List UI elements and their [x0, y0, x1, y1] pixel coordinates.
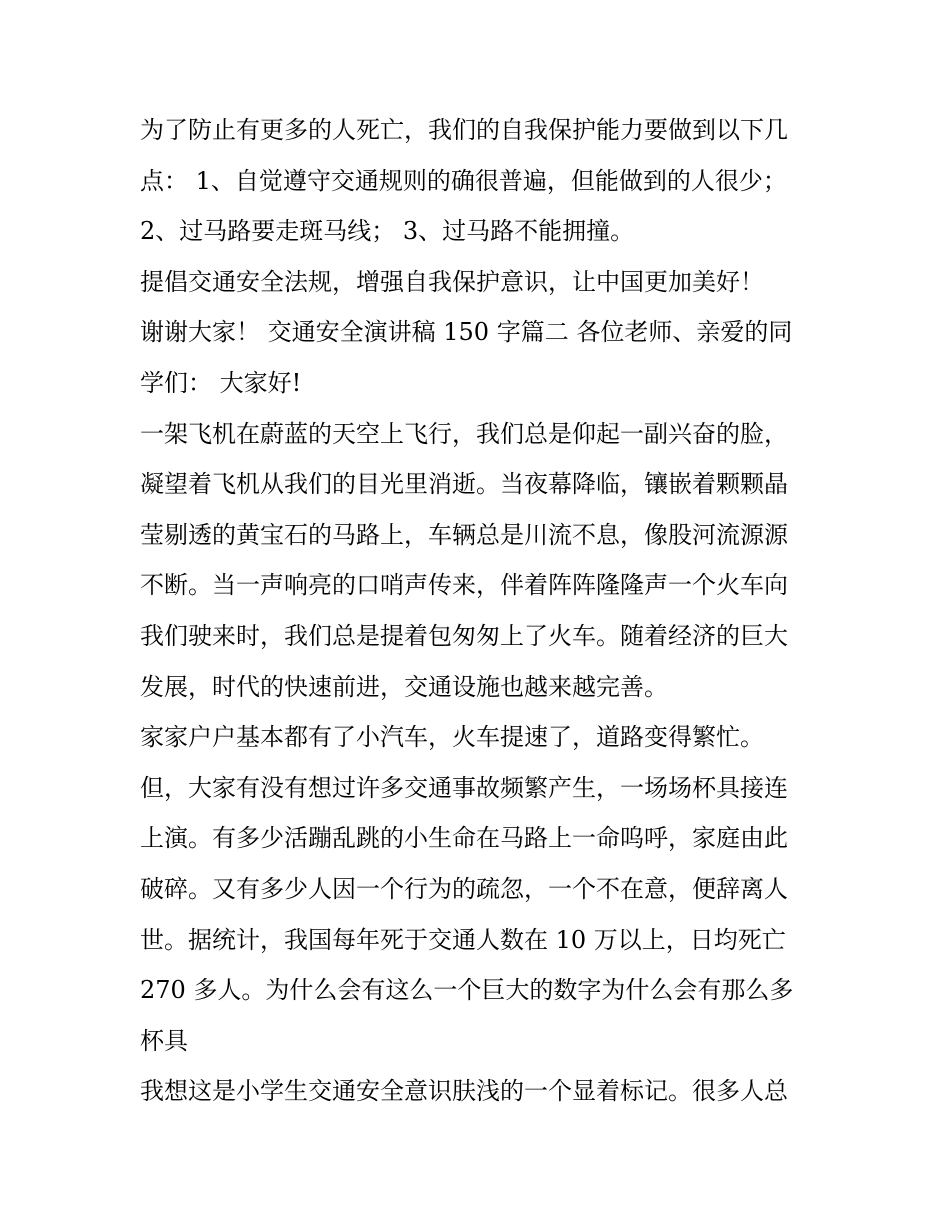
text-line: 2、过马路要走斑马线； 3、过马路不能拥撞。	[140, 217, 635, 246]
text-line: 不断。当一声响亮的口哨声传来，伴着阵阵隆隆声一个火车向	[140, 571, 788, 600]
document-body	[140, 105, 820, 1117]
text-line: 我们驶来时，我们总是提着包匆匆上了火车。随着经济的巨大	[140, 621, 788, 650]
text-line: 上演。有多少活蹦乱跳的小生命在马路上一命呜呼，家庭由此	[140, 824, 788, 853]
text-line: 点： 1、自觉遵守交通规则的确很普遍，但能做到的人很少；	[140, 166, 787, 195]
text-line: 我想这是小学生交通安全意识肤浅的一个显着标记。很多人总	[140, 1077, 788, 1106]
text-line: 提倡交通安全法规，增强自我保护意识，让中国更加美好！	[140, 267, 764, 296]
text-line: 一架飞机在蔚蓝的天空上飞行，我们总是仰起一副兴奋的脸，	[140, 419, 788, 448]
text-line: 学们： 大家好!	[140, 368, 302, 397]
text-line: 杯具	[140, 1026, 188, 1055]
text-line: 为了防止有更多的人死亡，我们的自我保护能力要做到以下几	[140, 116, 788, 144]
text-line: 家家户户基本都有了小汽车，火车提速了，道路变得繁忙。	[140, 723, 764, 752]
text-line: 世。据统计，我国每年死于交通人数在 10 万以上，日均死亡	[140, 925, 786, 954]
text-line: 但，大家有没有想过许多交通事故频繁产生，一场场杯具接连	[140, 773, 788, 802]
text-line: 谢谢大家！ 交通安全演讲稿 150 字篇二 各位老师、亲爱的同	[140, 318, 793, 347]
text-line: 270 多人。为什么会有这么一个巨大的数字为什么会有那么多	[140, 976, 794, 1005]
text-line: 破碎。又有多少人因一个行为的疏忽，一个不在意，便辞离人	[140, 874, 788, 903]
text-line: 凝望着飞机从我们的目光里消逝。当夜幕降临，镶嵌着颗颗晶	[140, 470, 788, 499]
text-line: 莹剔透的黄宝石的马路上，车辆总是川流不息，像股河流源源	[140, 520, 788, 549]
text-line: 发展，时代的快速前进，交通设施也越来越完善。	[140, 672, 668, 701]
